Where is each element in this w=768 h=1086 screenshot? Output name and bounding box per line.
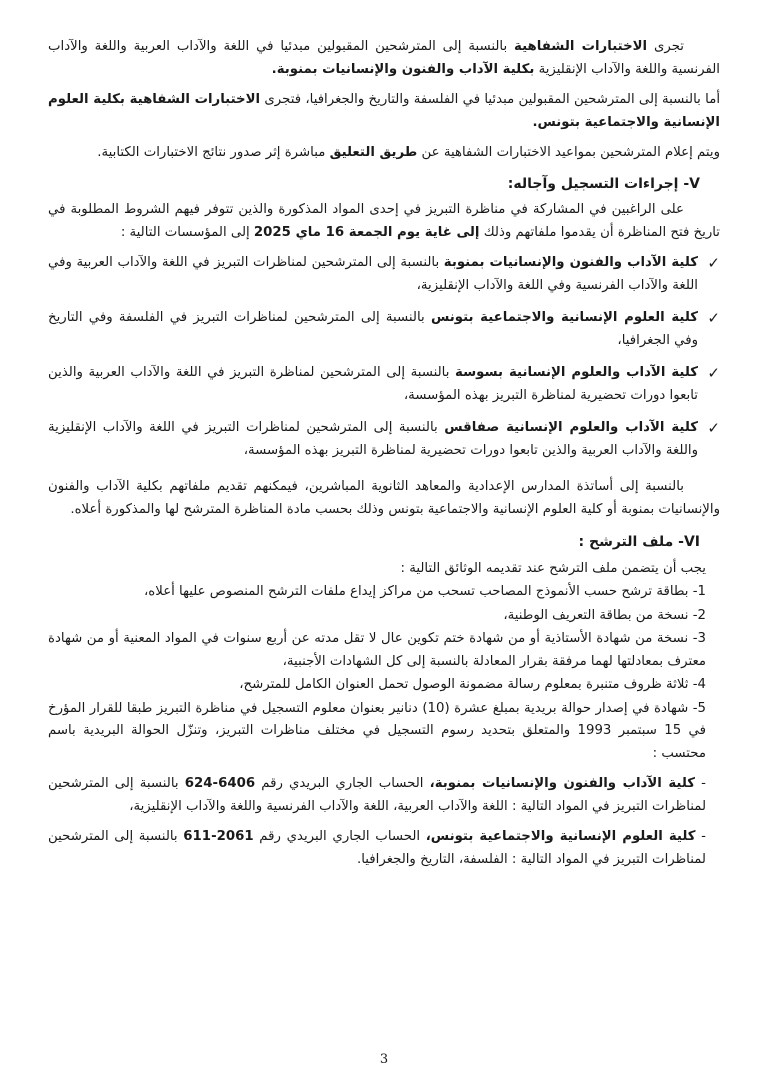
registration-intro xyxy=(48,199,720,244)
document-list-item: 2- نسخة من بطاقة التعريف الوطنية، xyxy=(503,607,706,623)
institution-bullet xyxy=(48,362,720,407)
text-run: بالنسبة إلى المترشحين لمناظرات التبريز في المواد التالية : الفلسفة، التاريخ والجغرافيا. xyxy=(48,829,706,867)
bullet-text: بالنسبة إلى المترشحين لمناظرات التبريز في اللغة والآداب الإنقليزية واللغة والآداب العربية والذين تابعوا دورات تحضيرية لمناظرة التبريز بهذه المؤسسة، xyxy=(48,420,698,458)
oral-exams-paragraph xyxy=(48,36,720,81)
text-run: إلى المؤسسات التالية : xyxy=(120,224,254,240)
document-list-item: 3- نسخة من شهادة الأستاذية أو من شهادة ختم تكوين عال لا تقل مدته عن أربع سنوات في المواد المعنية أو من شهادة معترف بمعادلتها لهما مرفقة بقرار المعادلة بالنسبة إلى كل الشهادات الأجنبية، xyxy=(48,631,706,669)
text-run: تجرى xyxy=(647,39,684,54)
text-run: ويتم إعلام المترشحين بمواعيد الاختبارات الشفاهية عن xyxy=(417,145,720,160)
institution-name: كلية العلوم الإنسانية والاجتماعية بتونس xyxy=(430,310,698,325)
text-run: بالنسبة إلى المترشحين المقبولين مبدئيا في اللغة والآداب العربية واللغة والآداب الفرنسية واللغة والآداب الإنقليزية xyxy=(48,39,720,77)
bold-run: الاختبارات الشفاهية xyxy=(514,39,648,54)
institution-name: كلية العلوم الإنسانية والاجتماعية بتونس، xyxy=(425,829,696,844)
bullet-text: بالنسبة إلى المترشحين لمناظرات التبريز في اللغة والآداب العربية وفي اللغة والآداب الفرنسية وفي اللغة والآداب الإنقليزية، xyxy=(48,255,698,293)
institution-bullet xyxy=(48,252,720,297)
institution-name: كلية الآداب والفنون والإنسانيات بمنوبة xyxy=(443,255,698,270)
deadline-date: إلى غاية يوم الجمعة 16 ماي 2025 xyxy=(253,224,480,240)
section-heading-registration: V- إجراءات التسجيل وآجاله: xyxy=(507,175,700,192)
document-list-item: 1- بطاقة ترشح حسب الأنموذج المصاحب تسحب من مراكز إيداع ملفات الترشح المنصوص عليها أعلاه، xyxy=(144,584,706,599)
institution-bullet xyxy=(48,307,720,352)
page-number: 3 xyxy=(379,1052,389,1067)
dash: - xyxy=(695,776,706,791)
institution-name: كلية الآداب والعلوم الإنسانية صفاقس xyxy=(444,420,698,435)
text-run: مباشرة إثر صدور نتائج الاختبارات الكتابية. xyxy=(97,145,330,160)
file-intro: يجب أن يتضمن ملف الترشح عند تقديمه الوثائق التالية : xyxy=(400,560,706,576)
checkmark-icon: ✓ xyxy=(707,419,720,437)
bold-run: بكلية الآداب والفنون والإنسانيات بمنوبة. xyxy=(271,61,535,77)
oral-exams-tunis-paragraph xyxy=(48,89,720,134)
bullet-text: بالنسبة إلى المترشحين لمناظرة التبريز في اللغة والآداب العربية والذين تابعوا دورات تحضيرية لمناظرة التبريز بهذه المؤسسة، xyxy=(48,365,698,403)
bold-run: الاختبارات الشفاهية بكلية العلوم الإنسانية والاجتماعية بتونس. xyxy=(48,92,720,130)
text-run: بالنسبة إلى المترشحين لمناظرات التبريز في المواد التالية : اللغة والآداب العربية، اللغة والآداب الفرنسية واللغة والآداب الإنقليزية، xyxy=(48,776,706,814)
document-list-item: 4- ثلاثة ظروف متنبرة بمعلوم رسالة مضمونة الوصول تحمل العنوان الكامل للمترشح، xyxy=(239,677,706,692)
account-number: 2061-611 xyxy=(183,829,254,844)
document-list-item: 5- شهادة في إصدار حوالة بريدية بمبلغ عشرة (10) دنانير بعنوان معلوم التسجيل في مناظرة التبريز طبقا للقرار المؤرخ في 15 سبتمبر 1993 والمتعلق بتحديد رسوم التسجيل في مختلف مناظرات التبريز، وتنزّل الحوالة البريدية باسم محتسب : xyxy=(48,700,706,761)
document-page xyxy=(48,36,720,1076)
text-run: الحساب الجاري البريدي رقم xyxy=(255,776,430,791)
checkmark-icon: ✓ xyxy=(707,254,720,272)
institution-name: كلية الآداب والعلوم الإنسانية بسوسة xyxy=(455,365,698,380)
text-run: الحساب الجاري البريدي رقم xyxy=(253,829,426,844)
checkmark-icon: ✓ xyxy=(707,364,720,382)
account-number: 6406-624 xyxy=(184,776,256,791)
bullet-text: بالنسبة إلى المترشحين لمناظرات التبريز في الفلسفة وفي التاريخ وفي الجغرافيا، xyxy=(48,310,698,348)
postal-account-manouba xyxy=(48,773,720,818)
bold-run: طريق التعليق xyxy=(329,145,418,160)
text-run: على الراغبين في المشاركة في مناظرة التبريز في إحدى المواد المذكورة والذين تتوفر فيهم الشروط المطلوبة في تاريخ فتح المناظرة أن يقدموا ملفاتهم وذلك xyxy=(48,202,720,240)
section-heading-application-file: VI- ملف الترشح : xyxy=(578,534,700,550)
dash: - xyxy=(695,829,706,844)
teachers-note: بالنسبة إلى أساتذة المدارس الإعدادية والمعاهد الثانوية المباشرين، فيمكنهم تقديم ملفاتهم بكلية الآداب والفنون والإنسانيات بمنوبة أو كلية العلوم الإنسانية والاجتماعية بتونس وذلك بحسب مادة المناظرة المترشح لها والمذكورة أعلاه. xyxy=(48,479,720,517)
institution-name: كلية الآداب والفنون والإنسانيات بمنوبة، xyxy=(429,776,696,791)
postal-account-tunis xyxy=(48,826,720,871)
institution-bullet xyxy=(48,417,720,462)
checkmark-icon: ✓ xyxy=(707,309,720,327)
text-run: أما بالنسبة إلى المترشحين المقبولين مبدئيا في الفلسفة والتاريخ والجغرافيا، فتجرى xyxy=(260,92,721,107)
notification-paragraph xyxy=(48,142,720,165)
